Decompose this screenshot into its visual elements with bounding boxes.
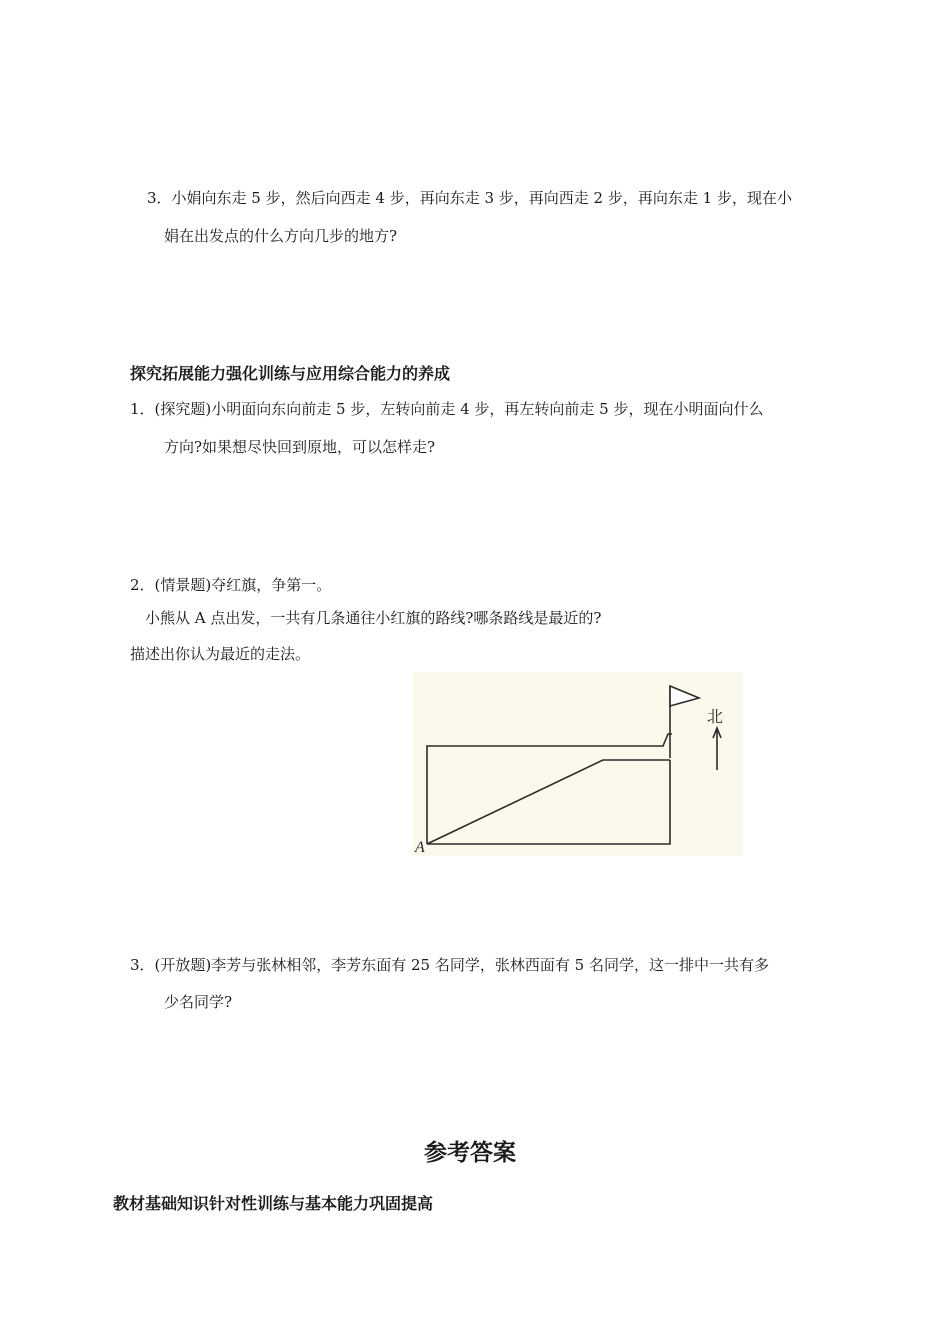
north-label: 北 <box>707 707 724 726</box>
section2-q2-line2: 小熊从 A 点出发，一共有几条通往小红旗的路线?哪条路线是最近的? <box>145 609 602 627</box>
section2-q2-line1: 2．(情景题)夺红旗，争第一。 <box>130 576 332 594</box>
part1-q3-line1: 3．小娟向东走 5 步，然后向西走 4 步，再向东走 3 步，再向西走 2 步，再向东走 1 步，现在小 <box>147 189 792 207</box>
section2-q3-line2: 少名同学? <box>164 993 233 1011</box>
point-a-label: A <box>415 839 425 856</box>
section2-q2-line3: 描述出你认为最近的走法。 <box>130 645 311 663</box>
route-diagram-svg <box>413 672 743 856</box>
section2-q3-line1: 3．(开放题)李芳与张林相邻，李芳东面有 25 名同学，张林西面有 5 名同学，这一排中一共有多 <box>130 956 769 974</box>
route-diagram <box>413 672 743 856</box>
part1-q3-line2: 娟在出发点的什么方向几步的地方? <box>164 227 398 245</box>
section2-q1-line1: 1．(探究题)小明面向东向前走 5 步，左转向前走 4 步，再左转向前走 5 步，现在小明面向什么 <box>130 400 764 418</box>
section-heading-extension: 探究拓展能力强化训练与应用综合能力的养成 <box>130 364 451 383</box>
answers-subheading: 教材基础知识针对性训练与基本能力巩固提高 <box>113 1194 434 1213</box>
answers-title: 参考答案 <box>424 1140 516 1166</box>
section2-q1-line2: 方向?如果想尽快回到原地，可以怎样走? <box>164 438 436 456</box>
